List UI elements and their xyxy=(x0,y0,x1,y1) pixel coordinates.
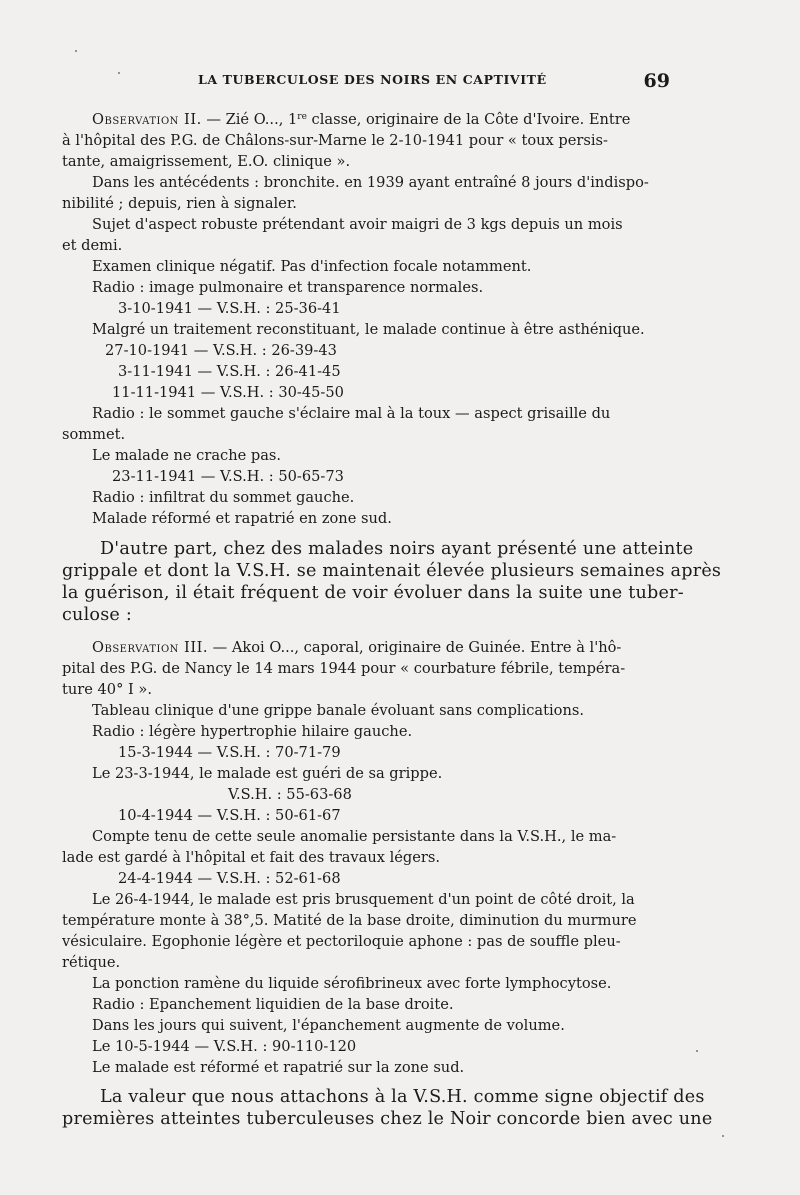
vsh-reading: Le 10-5-1944 — V.S.H. : 90-110-120 xyxy=(92,1038,357,1055)
text-line: Radio : infiltrat du sommet gauche. xyxy=(92,489,355,506)
body-text-line: la guérison, il était fréquent de voir évoluer dans la suite une tuber- xyxy=(62,583,684,603)
paper-speck xyxy=(118,72,120,74)
text-line: Le malade ne crache pas. xyxy=(92,447,282,464)
text-line: température monte à 38°,5. Matité de la base droite, diminution du murmure xyxy=(62,912,637,929)
text-line: Radio : le sommet gauche s'éclaire mal à la toux — aspect grisaille du xyxy=(92,405,611,422)
paper-speck xyxy=(696,1050,698,1052)
text-line: Radio : légère hypertrophie hilaire gauche. xyxy=(92,723,413,740)
text-line: Malgré un traitement reconstituant, le malade continue à être asthénique. xyxy=(92,321,645,338)
text-line: Le malade est réformé et rapatrié sur la zone sud. xyxy=(92,1059,465,1076)
vsh-reading: 23-11-1941 — V.S.H. : 50-65-73 xyxy=(112,468,344,485)
running-title: LA TUBERCULOSE DES NOIRS EN CAPTIVITÉ xyxy=(198,72,547,87)
page-header xyxy=(90,72,670,94)
body-text-line: La valeur que nous attachons à la V.S.H. comme signe objectif des xyxy=(100,1087,705,1107)
text-line: Malade réformé et rapatrié en zone sud. xyxy=(92,510,392,527)
vsh-reading: 10-4-1944 — V.S.H. : 50-61-67 xyxy=(118,807,341,824)
text-line: ture 40° I ». xyxy=(62,681,152,698)
body-text-line: D'autre part, chez des malades noirs ayant présenté une atteinte xyxy=(100,539,694,559)
observation-heading-line: Observation III. — Akoi O..., caporal, originaire de Guinée. Entre à l'hô- xyxy=(92,639,622,656)
vsh-reading: V.S.H. : 55-63-68 xyxy=(228,786,352,803)
text-line: Dans les antécédents : bronchite. en 1939 ayant entraîné 8 jours d'indispo- xyxy=(92,174,649,191)
text-line: Examen clinique négatif. Pas d'infection focale notamment. xyxy=(92,258,532,275)
text-line: Dans les jours qui suivent, l'épanchement augmente de volume. xyxy=(92,1017,565,1034)
text-line: rétique. xyxy=(62,954,121,971)
vsh-reading: 11-11-1941 — V.S.H. : 30-45-50 xyxy=(112,384,344,401)
text-line: pital des P.G. de Nancy le 14 mars 1944 pour « courbature fébrile, tempéra- xyxy=(62,660,626,677)
text-line: Compte tenu de cette seule anomalie persistante dans la V.S.H., le ma- xyxy=(92,828,617,845)
text-line: La ponction ramène du liquide sérofibrineux avec forte lymphocytose. xyxy=(92,975,612,992)
vsh-reading: 3-11-1941 — V.S.H. : 26-41-45 xyxy=(118,363,341,380)
text-line: Tableau clinique d'une grippe banale évoluant sans complications. xyxy=(92,702,584,719)
observation-label: Observation III. xyxy=(92,639,208,656)
body-text-line: grippale et dont la V.S.H. se maintenait élevée plusieurs semaines après xyxy=(62,561,722,581)
paper-speck xyxy=(75,50,77,52)
text-line: tante, amaigrissement, E.O. clinique ». xyxy=(62,153,351,170)
page-number: 69 xyxy=(643,70,670,92)
text-line: nibilité ; depuis, rien à signaler. xyxy=(62,195,297,212)
body-text-line: culose : xyxy=(62,605,132,625)
text-line: vésiculaire. Egophonie légère et pectoriloquie aphone : pas de souffle pleu- xyxy=(62,933,621,950)
vsh-reading: 24-4-1944 — V.S.H. : 52-61-68 xyxy=(118,870,341,887)
vsh-reading: 27-10-1941 — V.S.H. : 26-39-43 xyxy=(105,342,337,359)
text-line: Radio : image pulmonaire et transparence normales. xyxy=(92,279,484,296)
observation-label: Observation II. xyxy=(92,111,202,128)
text-line: Sujet d'aspect robuste prétendant avoir maigri de 3 kgs depuis un mois xyxy=(92,216,623,233)
text-line: sommet. xyxy=(62,426,126,443)
vsh-reading: 15-3-1944 — V.S.H. : 70-71-79 xyxy=(118,744,341,761)
text-line: Le 23-3-1944, le malade est guéri de sa grippe. xyxy=(92,765,443,782)
body-text-line: premières atteintes tuberculeuses chez le Noir concorde bien avec une xyxy=(62,1109,713,1129)
observation-heading-line: Observation II. — Zié O..., 1re classe, originaire de la Côte d'Ivoire. Entre xyxy=(92,111,631,128)
vsh-reading: 3-10-1941 — V.S.H. : 25-36-41 xyxy=(118,300,341,317)
text-line: à l'hôpital des P.G. de Châlons-sur-Marne le 2-10-1941 pour « toux persis- xyxy=(62,132,608,149)
text-line: Le 26-4-1944, le malade est pris brusquement d'un point de côté droit, la xyxy=(92,891,635,908)
paper-speck xyxy=(722,1135,724,1137)
text-line: Radio : Epanchement liquidien de la base droite. xyxy=(92,996,454,1013)
text-line: lade est gardé à l'hôpital et fait des travaux légers. xyxy=(62,849,440,866)
text-line: et demi. xyxy=(62,237,123,254)
